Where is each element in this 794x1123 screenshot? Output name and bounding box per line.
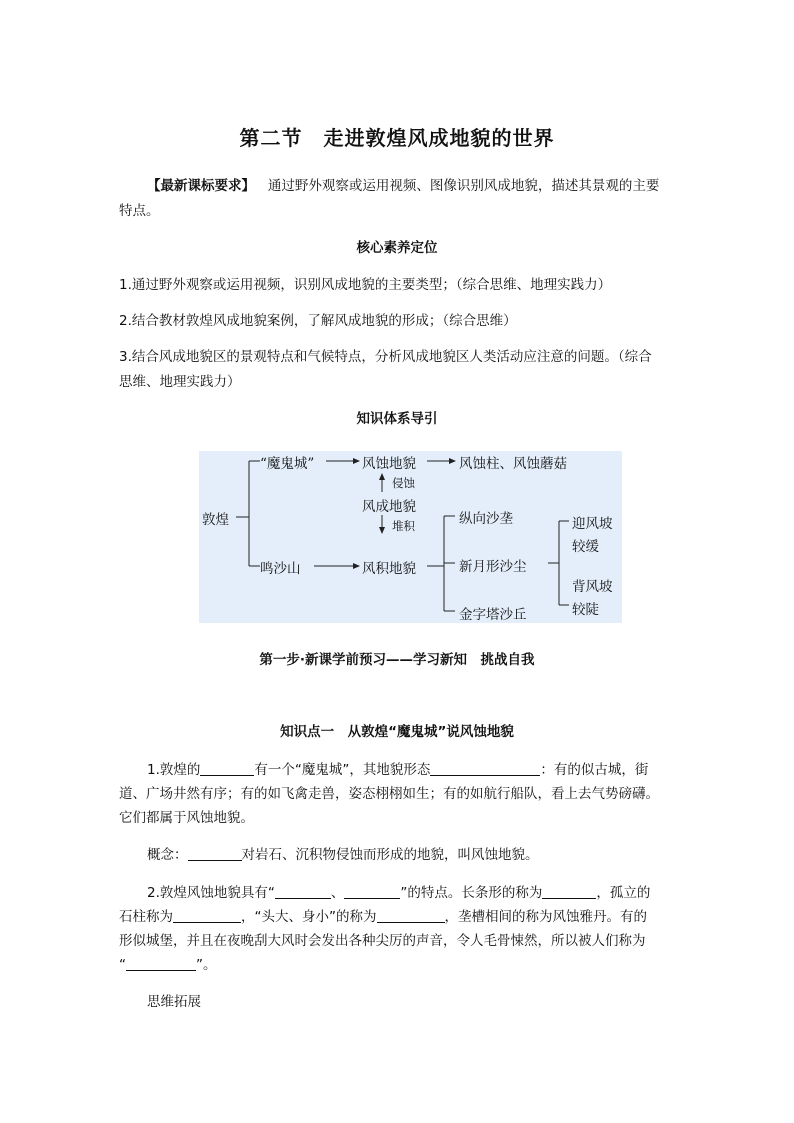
- fill-blank[interactable]: [126, 956, 196, 971]
- diagram-deposit-verb: 堆积: [392, 519, 415, 533]
- kp1-text: ，“头大、身小”的称为: [241, 909, 377, 925]
- thinking-expand: 思维拓展: [147, 994, 201, 1010]
- requirements-text: 通过野外观察或运用视频、图像识别风成地貌，描述其景观的主要: [267, 178, 660, 194]
- kp1-text: “: [119, 957, 126, 973]
- diagram-windward: 迎风坡: [572, 516, 613, 532]
- fill-blank[interactable]: [344, 884, 400, 899]
- fill-blank[interactable]: [430, 761, 540, 776]
- diagram-pyramid: 金字塔沙丘: [459, 607, 527, 623]
- diagram-mingsha: 鸣沙山: [260, 561, 301, 577]
- kp1-heading: 知识点一 从敦煌“魔鬼城”说风蚀地貌: [280, 724, 514, 740]
- kp1-p1-line2: 道、广场井然有序；有的如飞禽走兽，姿态栩栩如生；有的如航行船队，看上去气势磅礴。: [119, 786, 659, 802]
- kp1-text: ：有的似古城，街: [540, 762, 649, 778]
- kp1-text: ，垄槽相间的称为风蚀雅丹。有的: [444, 909, 647, 925]
- diagram-deposit-landform: 风积地貌: [362, 561, 416, 577]
- fill-blank[interactable]: [377, 908, 445, 923]
- fill-blank[interactable]: [542, 884, 596, 899]
- kp1-p2-line1: [147, 881, 650, 905]
- core-item-3-line1: 3.结合风成地貌区的景观特点和气候特点，分析风成地貌区人类活动应注意的问题。（综合: [119, 349, 652, 365]
- knowledge-diagram: [199, 451, 622, 623]
- core-item-1: 1.通过野外观察或运用视频，识别风成地貌的主要类型；（综合思维、地理实践力）: [119, 277, 612, 293]
- fill-blank[interactable]: [200, 761, 254, 776]
- kp1-text: ”。: [196, 957, 217, 973]
- core-item-2: 2.结合教材敦煌风成地貌案例，了解风成地貌的形成；（综合思维）: [119, 313, 517, 329]
- diagram-root: 敦煌: [202, 512, 229, 528]
- kp1-text: 对岩石、沉积物侵蚀而形成的地貌，叫风蚀地貌。: [241, 847, 539, 863]
- kp1-text: 概念：: [147, 847, 188, 863]
- kp1-text: 石柱称为: [119, 909, 173, 925]
- kp1-p1-line1: [147, 758, 648, 782]
- page-title: 第二节 走进敦煌风成地貌的世界: [239, 126, 555, 150]
- kp1-concept: [147, 843, 539, 867]
- diagram-longitudinal: 纵向沙垄: [459, 511, 513, 527]
- step1-heading: 第一步·新课学前预习——学习新知 挑战自我: [259, 652, 535, 668]
- diagram-erosion-landform: 风蚀地貌: [362, 456, 416, 472]
- diagram-erosion-verb: 侵蚀: [392, 476, 415, 490]
- kp1-p2-line2: [119, 905, 647, 929]
- fill-blank[interactable]: [188, 846, 242, 861]
- kp1-text: ”的特点。长条形的称为: [400, 885, 543, 901]
- fill-blank[interactable]: [173, 908, 241, 923]
- requirements-line1: [147, 174, 659, 198]
- kp1-text: 有一个“魔鬼城”，其地貌形态: [254, 762, 431, 778]
- diagram-steep: 较陡: [572, 602, 599, 618]
- knowledge-heading: 知识体系导引: [356, 411, 438, 427]
- diagram-crescent: 新月形沙尘: [459, 559, 527, 575]
- kp1-text: 1.敦煌的: [147, 762, 201, 778]
- kp1-text: 、: [330, 885, 345, 901]
- kp1-p1-line3: 它们都属于风蚀地貌。: [119, 810, 254, 826]
- diagram-mogui: “魔鬼城”: [260, 456, 315, 472]
- requirements-label: 【最新课标要求】: [147, 178, 255, 194]
- fill-blank[interactable]: [275, 884, 331, 899]
- core-heading: 核心素养定位: [356, 240, 438, 256]
- requirements-line2: 特点。: [119, 203, 160, 219]
- diagram-gentle: 较缓: [572, 539, 599, 555]
- diagram-erosion-examples: 风蚀柱、风蚀蘑菇: [459, 456, 567, 472]
- diagram-aeolian: 风成地貌: [362, 499, 416, 515]
- kp1-text: ，孤立的: [596, 885, 651, 901]
- kp1-p2-line4: [119, 953, 217, 977]
- core-item-3-line2: 思维、地理实践力）: [119, 374, 241, 390]
- kp1-text: 2.敦煌风蚀地貌具有“: [147, 885, 275, 901]
- diagram-leeward: 背风坡: [572, 579, 613, 595]
- kp1-p2-line3: 形似城堡，并且在夜晚刮大风时会发出各种尖厉的声音，令人毛骨悚然，所以被人们称为: [119, 933, 646, 949]
